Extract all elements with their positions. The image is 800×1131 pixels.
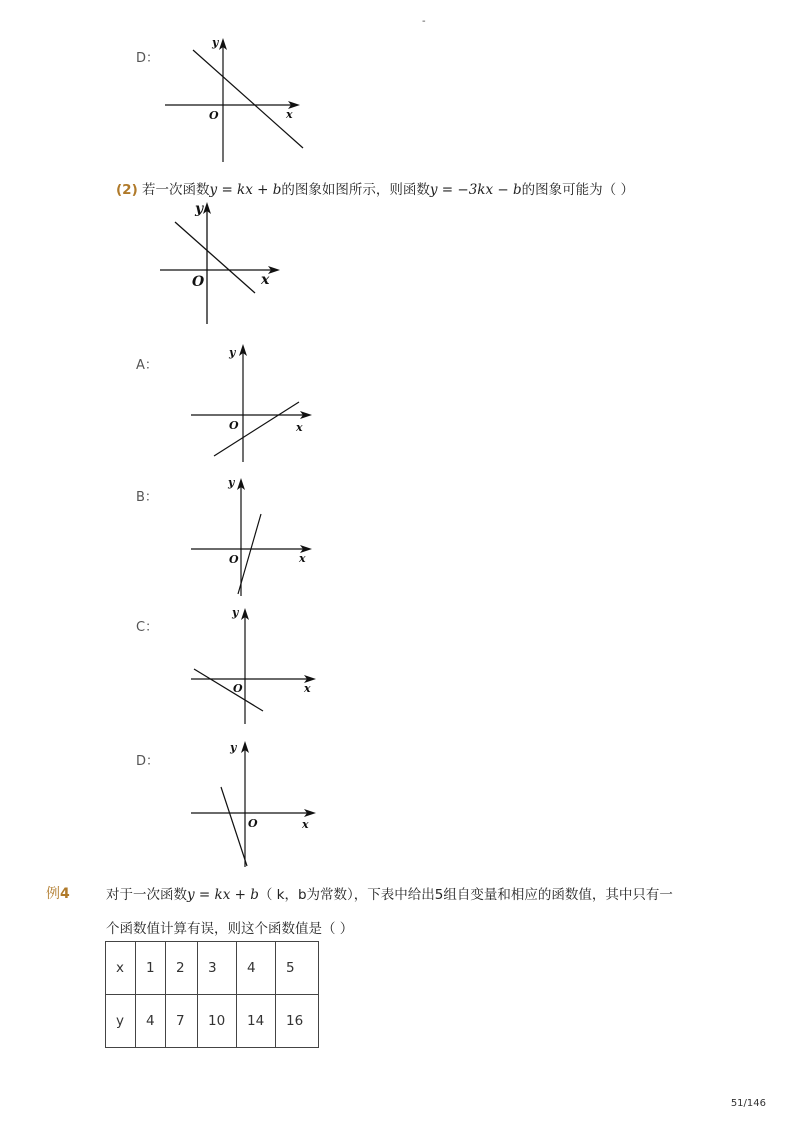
table-cell: 4 [136, 995, 166, 1048]
option-label-d: D： [136, 754, 160, 769]
option-label-b: B： [136, 490, 158, 505]
y-axis-label: y [229, 346, 236, 359]
question-2-text [116, 178, 634, 198]
example-text-line1 [106, 883, 673, 903]
table-row [106, 995, 319, 1048]
y-axis-label: y [232, 606, 239, 619]
graph-option-a [186, 338, 316, 466]
table-cell: y [106, 995, 136, 1048]
table-cell: 14 [237, 995, 276, 1048]
table-cell: 3 [198, 942, 237, 995]
origin-label: O [192, 274, 205, 290]
question-text-c: 的图象可能为（ ） [521, 182, 634, 198]
table-cell: 7 [166, 995, 198, 1048]
y-axis-label: y [195, 201, 204, 217]
origin-label: O [229, 419, 239, 432]
option-label-a: A： [136, 358, 158, 373]
example-text-a: 对于一次函数 [106, 887, 187, 903]
question-number: (2) [116, 182, 138, 198]
x-axis-label: x [296, 421, 303, 434]
option-label-c: C： [136, 620, 159, 635]
table-cell: 4 [237, 942, 276, 995]
example-text-line2: 个函数值计算有误，则这个函数值是（ ） [106, 921, 354, 937]
y-axis-label: y [228, 476, 235, 489]
x-axis-label: x [302, 818, 309, 831]
x-axis-label: x [286, 108, 293, 121]
table-cell: 2 [166, 942, 198, 995]
values-table [105, 941, 319, 1048]
example-text-b: （ k，b为常数），下表中给出5组自变量和相应的函数值，其中只有一 [258, 887, 673, 903]
question-math-b: y = −3kx − b [429, 182, 522, 198]
origin-label: O [209, 109, 219, 122]
table-cell: 5 [276, 942, 319, 995]
header-mark: - [422, 16, 426, 27]
graph-top-d [160, 34, 310, 168]
origin-label: O [233, 682, 243, 695]
example-math: y = kx + b [187, 887, 259, 903]
example-tag [46, 883, 70, 903]
x-axis-label: x [304, 682, 311, 695]
graph-option-c [186, 602, 321, 726]
question-text-a: 若一次函数 [142, 182, 210, 198]
example-tag-number: 4 [60, 886, 70, 902]
origin-label: O [229, 553, 239, 566]
page-number: 51/146 [730, 1098, 766, 1109]
table-row [106, 942, 319, 995]
question-math-a: y = kx + b [209, 182, 282, 198]
option-label-d-top: D： [136, 51, 160, 66]
question-text-b: 的图象如图所示，则函数 [281, 182, 430, 198]
y-axis-label: y [212, 36, 219, 49]
table-cell: 1 [136, 942, 166, 995]
x-axis-label: x [261, 272, 270, 288]
example-tag-prefix: 例 [46, 886, 60, 902]
y-axis-label: y [230, 741, 237, 754]
question-graph [155, 200, 285, 326]
table-cell: 16 [276, 995, 319, 1048]
x-axis-label: x [299, 552, 306, 565]
table-cell: x [106, 942, 136, 995]
origin-label: O [248, 817, 258, 830]
graph-option-b [186, 472, 316, 598]
graph-option-d [186, 735, 321, 869]
table-cell: 10 [198, 995, 237, 1048]
